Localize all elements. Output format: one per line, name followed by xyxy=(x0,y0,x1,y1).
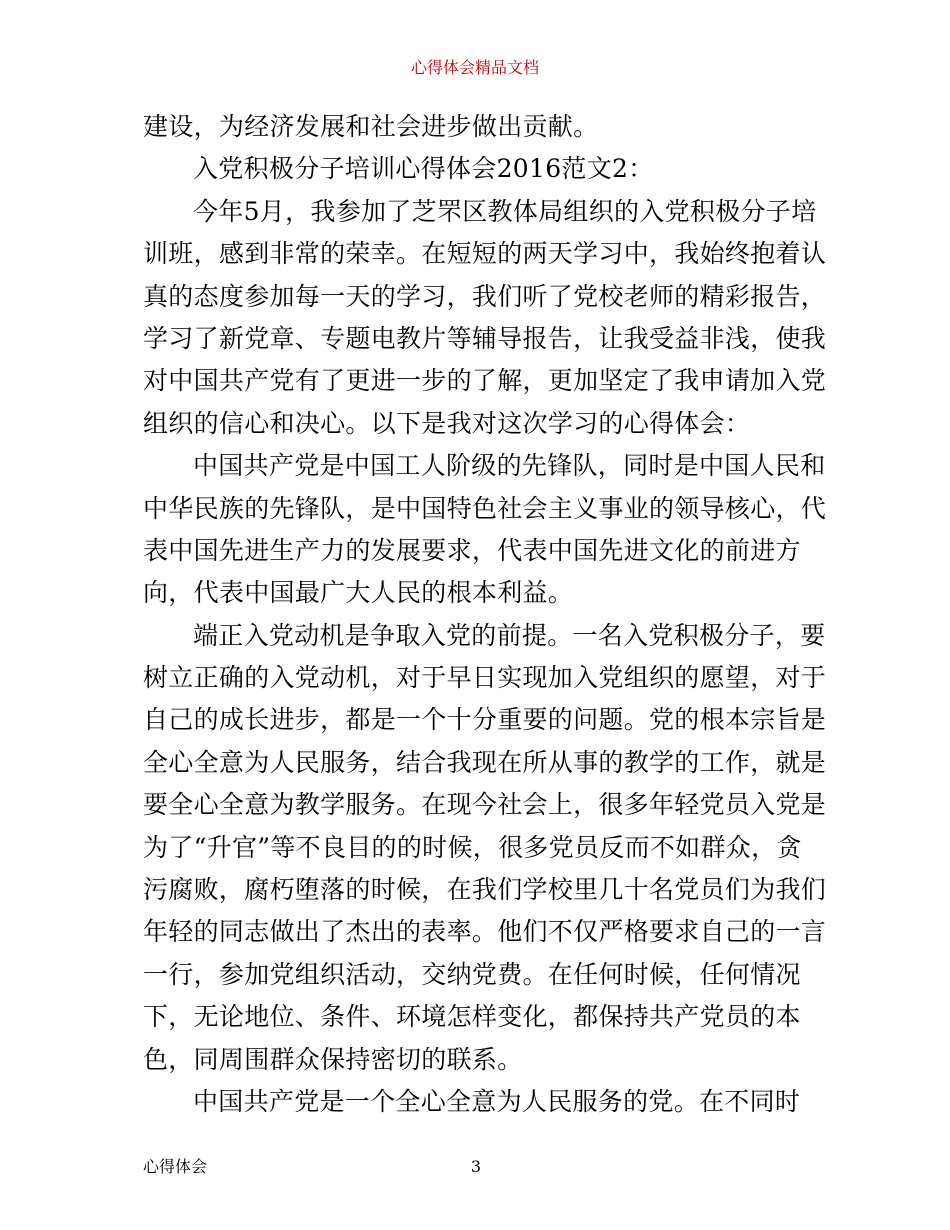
body-line: 中国共产党是一个全心全意为人民服务的党。在不同时 xyxy=(193,1086,801,1116)
body-line: 今年5月，我参加了芝罘区教体局组织的入党积极分子培 xyxy=(193,196,817,226)
body-line: 为了“升官”等不良目的的时候，很多党员反而不如群众，贪 xyxy=(143,832,802,862)
page-number: 3 xyxy=(470,1157,482,1176)
footer-label: 心得体会 xyxy=(143,1157,208,1176)
body-line: 污腐败，腐朽堕落的时候，在我们学校里几十名党员们为我们 xyxy=(143,875,827,905)
body-line: 中国共产党是中国工人阶级的先锋队，同时是中国人民和 xyxy=(193,451,826,481)
body-line: 训班，感到非常的荣幸。在短短的两天学习中，我始终抱着认 xyxy=(143,239,827,269)
body-line: 真的态度参加每一天的学习，我们听了党校老师的精彩报告， xyxy=(143,281,827,311)
body-line: 年轻的同志做出了杰出的表率。他们不仅严格要求自己的一言 xyxy=(143,917,827,947)
body-line: 全心全意为人民服务，结合我现在所从事的教学的工作，就是 xyxy=(143,747,827,777)
body-line: 一行，参加党组织活动，交纳党费。在任何时候，任何情况 xyxy=(143,959,801,989)
body-line: 自己的成长进步，都是一个十分重要的问题。党的根本宗旨是 xyxy=(143,705,827,735)
page-header-title: 心得体会精品文档 xyxy=(410,58,539,77)
body-line: 要全心全意为教学服务。在现今社会上，很多年轻党员入党是 xyxy=(143,790,827,820)
body-line: 色，同周围群众保持密切的联系。 xyxy=(143,1044,523,1074)
body-line: 建设，为经济发展和社会进步做出贡献。 xyxy=(143,112,599,141)
body-line-subheading: 入党积极分子培训心得体会2016范文2： xyxy=(193,154,654,184)
body-line: 向，代表中国最广大人民的根本利益。 xyxy=(143,578,574,608)
body-line: 中华民族的先锋队，是中国特色社会主义事业的领导核心，代 xyxy=(143,493,827,523)
document-body xyxy=(143,106,827,1123)
body-line: 树立正确的入党动机，对于早日实现加入党组织的愿望，对于 xyxy=(143,663,827,693)
body-line: 组织的信心和决心。以下是我对这次学习的心得体会： xyxy=(143,408,751,438)
body-line: 表中国先进生产力的发展要求，代表中国先进文化的前进方 xyxy=(143,535,801,565)
body-line: 下，无论地位、条件、环境怎样变化，都保持共产党员的本 xyxy=(143,1002,801,1032)
body-line: 端正入党动机是争取入党的前提。一名入党积极分子，要 xyxy=(193,620,826,650)
body-line: 对中国共产党有了更进一步的了解，更加坚定了我申请加入党 xyxy=(143,366,827,396)
body-line: 学习了新党章、专题电教片等辅导报告，让我受益非浅，使我 xyxy=(143,323,827,353)
